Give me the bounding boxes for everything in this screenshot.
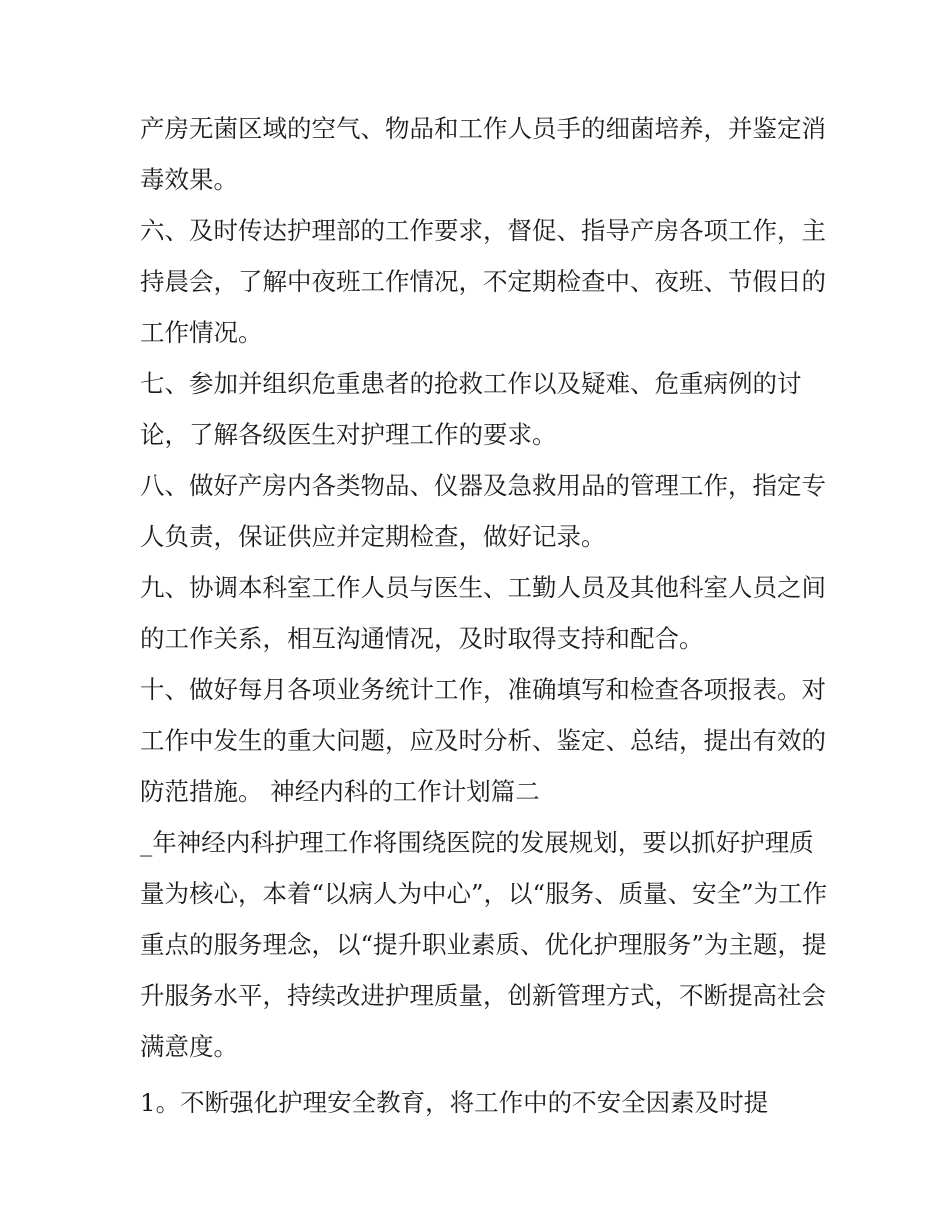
paragraph-point-one: 1。不断强化护理安全教育，将工作中的不安全因素及时提 (140, 1088, 769, 1117)
paragraph-item-eight: 八、做好产房内各类物品、仪器及急救用品的管理工作，指定专人负责，保证供应并定期检查，做好记录。 (140, 471, 826, 551)
paragraph-item-nine: 九、协调本科室工作人员与医生、工勤人员及其他科室人员之间的工作关系，相互沟通情况，及时取得支持和配合。 (140, 573, 826, 653)
paragraph-item-seven: 七、参加并组织危重患者的抢救工作以及疑难、危重病例的讨论，了解各级医生对护理工作的要求。 (140, 369, 802, 449)
paragraph-neurology-plan: _年神经内科护理工作将围绕医院的发展规划，要以抓好护理质量为核心，本着“以病人为中心”，以“服务、质量、安全”为工作重点的服务理念，以“提升职业素质、优化护理服务”为主题，提升服务水平，持续改进护理质量，创新管理方式，不断提高社会满意度。 (140, 828, 828, 1061)
paragraph-item-six: 六、及时传达护理部的工作要求，督促、指导产房各项工作，主持晨会，了解中夜班工作情况，不定期检查中、夜班、节假日的工作情况。 (140, 216, 826, 347)
paragraph-item-ten: 十、做好每月各项业务统计工作，准确填写和检查各项报表。对工作中发生的重大问题，应及时分析、鉴定、总结，提出有效的防范措施。 神经内科的工作计划篇二 (140, 675, 826, 806)
paragraph-disinfection: 产房无菌区域的空气、物品和工作人员手的细菌培养，并鉴定消毒效果。 (140, 114, 826, 194)
document-body (140, 103, 830, 1128)
